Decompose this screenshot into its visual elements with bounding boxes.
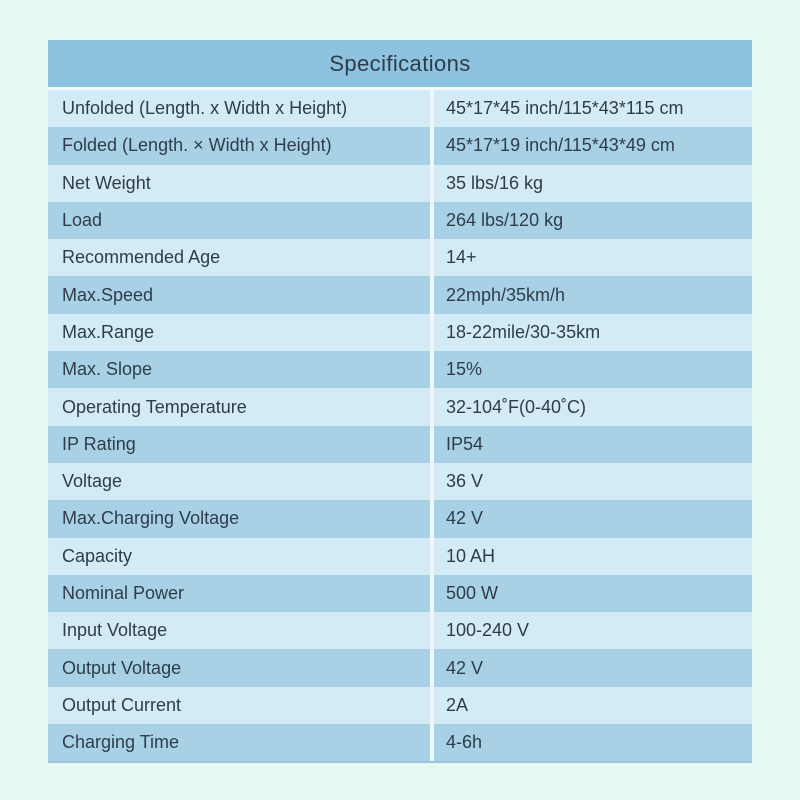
spec-label: Charging Time <box>62 732 180 753</box>
table-row <box>48 388 752 425</box>
spec-value: 500 W <box>446 583 499 603</box>
spec-value: 22mph/35km/h <box>446 284 566 305</box>
spec-label: Nominal Power <box>62 583 185 603</box>
spec-label: Max.Range <box>62 321 155 342</box>
spec-label: Output Voltage <box>62 657 182 678</box>
table-row <box>48 687 752 724</box>
spec-label: Operating Temperature <box>62 396 247 417</box>
spec-value: 18-22mile/30-35km <box>446 321 601 342</box>
spec-value: 36 V <box>446 471 484 492</box>
table-row <box>48 239 752 276</box>
spec-value: IP54 <box>446 433 484 454</box>
spec-label: Input Voltage <box>62 620 168 641</box>
spec-label: Unfolded (Length. x Width x Height) <box>62 98 348 119</box>
spec-label: Output Current <box>62 694 182 715</box>
specifications-table <box>48 40 752 763</box>
spec-value: 15% <box>446 359 483 380</box>
spec-label: Max.Speed <box>62 284 154 305</box>
table-row <box>48 426 752 463</box>
spec-value: 42 V <box>446 508 484 529</box>
spec-value: 35 lbs/16 kg <box>446 172 544 193</box>
spec-value: 2A <box>446 694 469 715</box>
table-row <box>48 90 752 127</box>
spec-value: 14+ <box>446 247 477 268</box>
spec-value: 45*17*19 inch/115*43*49 cm <box>446 135 675 156</box>
spec-label: Capacity <box>62 545 133 566</box>
table-row <box>48 724 752 761</box>
table-row <box>48 127 752 164</box>
spec-label: Folded (Length. × Width x Height) <box>62 135 332 156</box>
spec-label: Voltage <box>62 471 123 492</box>
spec-value: 4-6h <box>446 732 483 753</box>
spec-value: 42 V <box>446 657 484 678</box>
spec-label: Recommended Age <box>62 247 221 268</box>
spec-value: 10 AH <box>446 545 496 566</box>
spec-value: 100-240 V <box>446 620 530 641</box>
table-row <box>48 314 752 351</box>
spec-label: Max. Slope <box>62 359 153 380</box>
table-row <box>48 351 752 388</box>
table-row <box>48 612 752 649</box>
table-row <box>48 165 752 202</box>
spec-value: 45*17*45 inch/115*43*115 cm <box>446 98 684 119</box>
table-row <box>48 276 752 313</box>
spec-label: Max.Charging Voltage <box>62 508 240 529</box>
table-row <box>48 463 752 500</box>
table-title: Specifications <box>329 50 471 76</box>
table-row <box>48 538 752 575</box>
spec-value: 264 lbs/120 kg <box>446 210 564 231</box>
table-row <box>48 500 752 537</box>
table-row <box>48 202 752 239</box>
spec-label: IP Rating <box>62 433 136 454</box>
spec-label: Load <box>62 210 103 231</box>
table-body <box>48 90 752 763</box>
table-header <box>48 40 752 87</box>
table-row <box>48 575 752 612</box>
spec-label: Net Weight <box>62 172 151 193</box>
table-row <box>48 649 752 686</box>
spec-value: 32-104˚F(0-40˚C) <box>446 396 587 417</box>
